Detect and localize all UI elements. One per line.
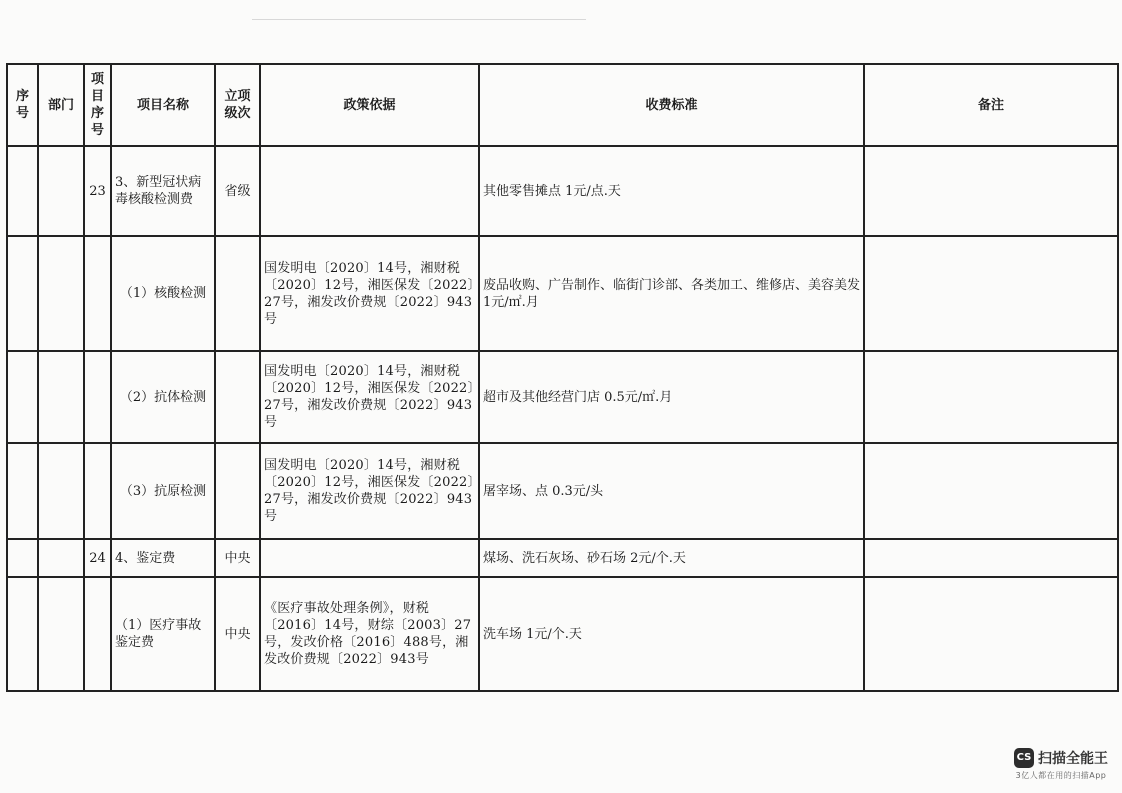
cell-fee-standard: 屠宰场、点 0.3元/头 [479,443,864,539]
fee-table [6,63,1119,692]
cell-item-seq [84,443,111,539]
cell-item-name: （3）抗原检测 [111,443,215,539]
cell-level [215,443,260,539]
cell-notes [864,236,1118,351]
header-seq: 序 号 [7,64,38,146]
cell-policy [260,539,479,577]
table-row [7,146,1118,236]
table-row [7,351,1118,443]
cell-level: 中央 [215,577,260,691]
scan-artifact-line [252,19,586,20]
cell-policy: 国发明电〔2020〕14号，湘财税〔2020〕12号，湘医保发〔2022〕27号，湘发改价费规〔2022〕943号 [260,443,479,539]
cell-seq [7,443,38,539]
table-row [7,539,1118,577]
cell-level: 中央 [215,539,260,577]
cell-item-name: （1）医疗事故鉴定费 [111,577,215,691]
cell-dept [38,351,84,443]
watermark-name: 扫描全能王 [1038,751,1108,767]
cell-item-seq: 24 [84,539,111,577]
cell-item-name: （1）核酸检测 [111,236,215,351]
cell-fee-standard: 洗车场 1元/个.天 [479,577,864,691]
cell-item-name: 4、鉴定费 [111,539,215,577]
header-item-seq: 项 目 序 号 [84,64,111,146]
table-row [7,236,1118,351]
cell-seq [7,236,38,351]
camscanner-logo-icon: CS [1014,748,1034,768]
cell-level: 省级 [215,146,260,236]
cell-notes [864,351,1118,443]
cell-fee-standard: 废品收购、广告制作、临街门诊部、各类加工、维修店、美容美发 1元/㎡.月 [479,236,864,351]
cell-item-seq [84,236,111,351]
cell-notes [864,443,1118,539]
header-item-name: 项目名称 [111,64,215,146]
cell-policy: 国发明电〔2020〕14号，湘财税〔2020〕12号，湘医保发〔2022〕27号，湘发改价费规〔2022〕943号 [260,351,479,443]
cell-seq [7,146,38,236]
cell-fee-standard: 其他零售摊点 1元/点.天 [479,146,864,236]
cell-seq [7,351,38,443]
header-row [7,64,1118,146]
watermark-tagline: 3亿人都在用的扫描App [1015,771,1107,780]
table-row [7,577,1118,691]
cell-dept [38,539,84,577]
cell-item-seq [84,577,111,691]
cell-level [215,351,260,443]
cell-seq [7,539,38,577]
cell-notes [864,146,1118,236]
cell-policy [260,146,479,236]
scanner-watermark [1014,748,1108,781]
cell-notes [864,577,1118,691]
cell-fee-standard: 超市及其他经营门店 0.5元/㎡.月 [479,351,864,443]
cell-fee-standard: 煤场、洗石灰场、砂石场 2元/个.天 [479,539,864,577]
header-dept: 部门 [38,64,84,146]
cell-dept [38,577,84,691]
table-row [7,443,1118,539]
cell-level [215,236,260,351]
cell-item-name: 3、新型冠状病毒核酸检测费 [111,146,215,236]
cell-item-name: （2）抗体检测 [111,351,215,443]
cell-dept [38,443,84,539]
cell-seq [7,577,38,691]
header-fee-standard: 收费标准 [479,64,864,146]
cell-dept [38,236,84,351]
cell-policy: 《医疗事故处理条例》，财税〔2016〕14号，财综〔2003〕27号，发改价格〔2016〕488号，湘发改价费规〔2022〕943号 [260,577,479,691]
header-level: 立项 级次 [215,64,260,146]
cell-item-seq: 23 [84,146,111,236]
cell-item-seq [84,351,111,443]
cell-notes [864,539,1118,577]
cell-policy: 国发明电〔2020〕14号，湘财税〔2020〕12号，湘医保发〔2022〕27号，湘发改价费规〔2022〕943号 [260,236,479,351]
header-notes: 备注 [864,64,1118,146]
header-policy: 政策依据 [260,64,479,146]
cell-dept [38,146,84,236]
